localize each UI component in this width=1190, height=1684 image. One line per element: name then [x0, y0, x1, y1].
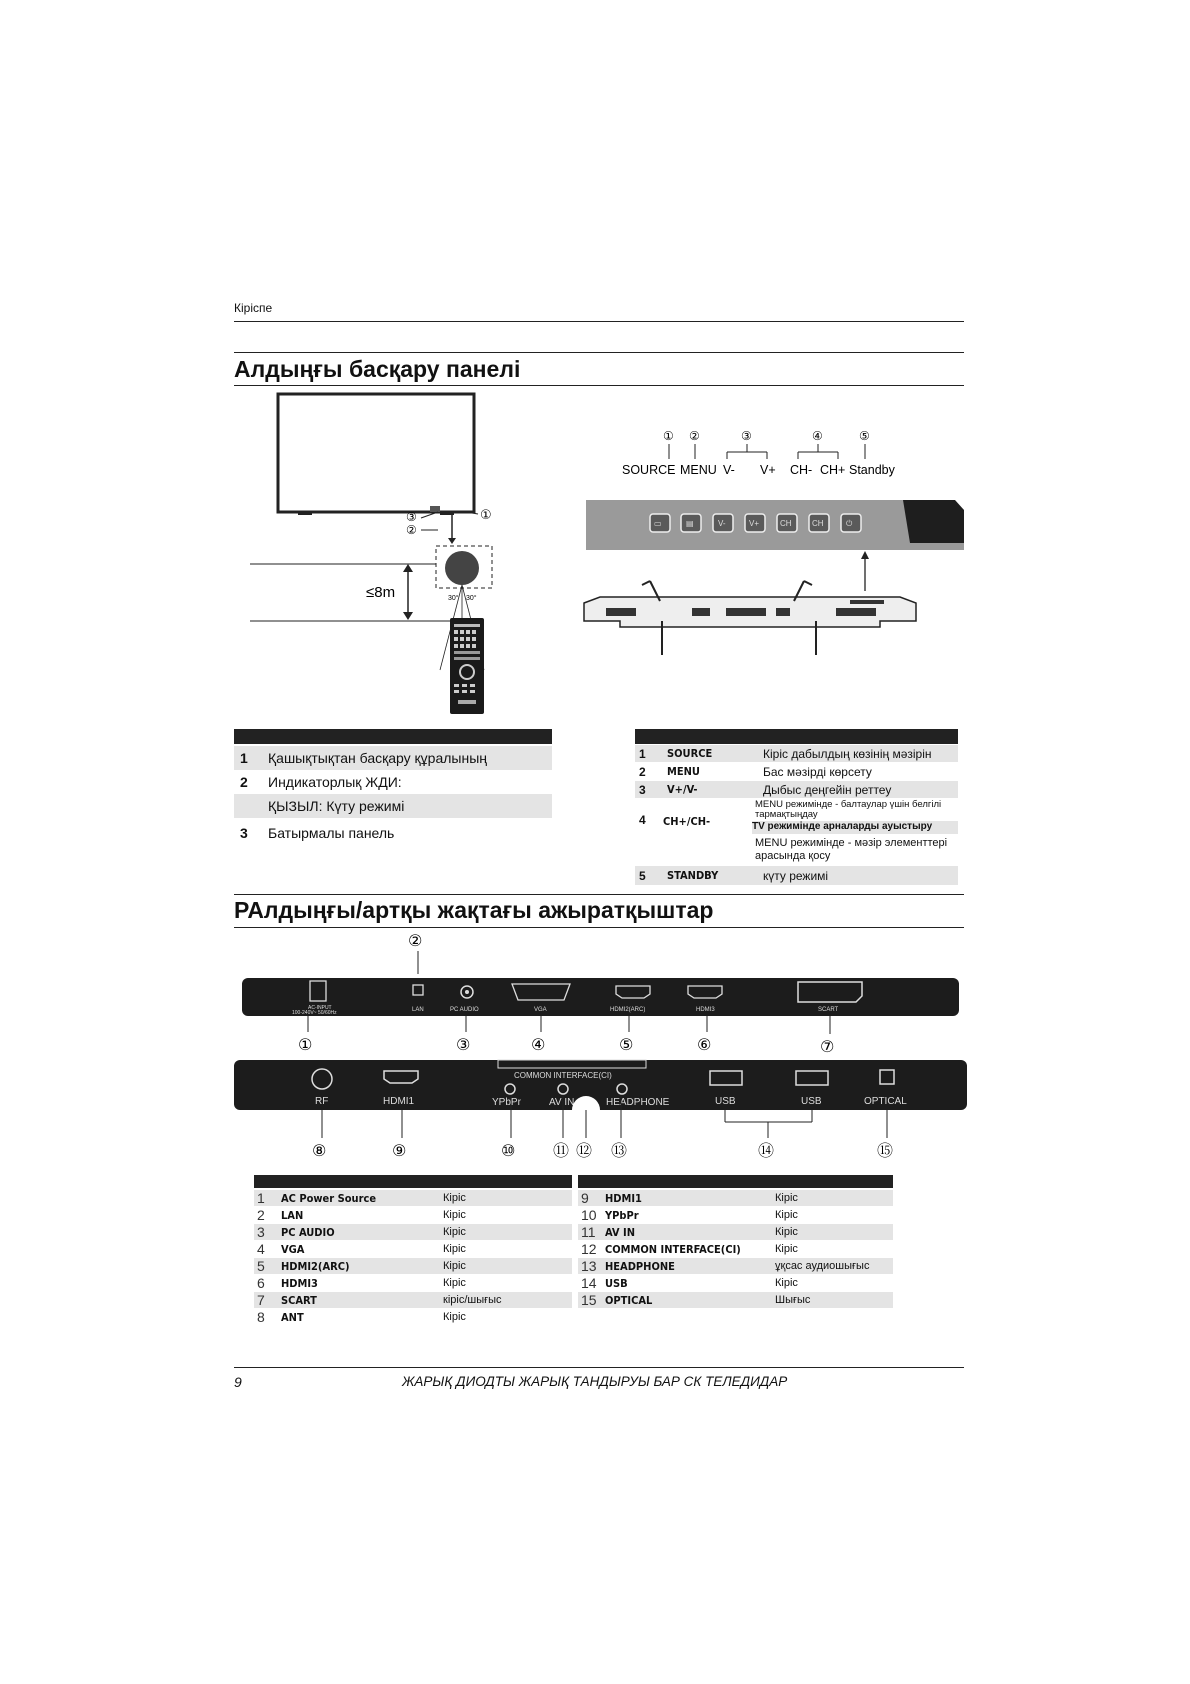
callout-2: ② [406, 523, 417, 537]
svg-text:▤: ▤ [686, 519, 694, 528]
table-row: 3 Батырмалы панель [240, 825, 395, 841]
table-row: 1 SOURCE Кіріс дабылдың көзінің мәзірін [635, 745, 958, 762]
label-vplus: V+ [760, 463, 776, 477]
right-table-header [635, 729, 958, 744]
table-row: 6 HDMI3 Кіріс [257, 1275, 466, 1291]
callout-3: ③ [406, 510, 417, 524]
svg-text:V+: V+ [749, 519, 760, 528]
conn-callout-3: ③ [456, 1037, 471, 1054]
table-row: 3 V+/V- Дыбыс деңгейін реттеу [635, 781, 958, 798]
label-ac-input: AC-INPUT [308, 1005, 332, 1011]
table-row: 11 AV IN Кіріс [578, 1224, 893, 1240]
table-row: 2 Индикаторлық ЖДИ: [240, 774, 402, 790]
table-row: 5 STANDBY күту режимі [635, 866, 958, 885]
divider [234, 321, 964, 322]
panel-callout-2: ② [689, 429, 700, 443]
table-row: 9 HDMI1 Кіріс [578, 1190, 893, 1206]
conn-callout-10: ⑩ [501, 1143, 516, 1160]
label-scart: SCART [818, 1007, 839, 1013]
connectors-title: РАлдыңғы/артқы жақтағы ажыратқыштар [234, 897, 714, 923]
label-hdmi3: HDMI3 [696, 1007, 715, 1013]
conn-callout-5: ⑤ [619, 1037, 634, 1054]
table-row: 14 USB Кіріс [581, 1275, 798, 1291]
conn-callout-4: ④ [531, 1037, 546, 1054]
svg-text:V-: V- [718, 519, 726, 528]
conn-callout-14: ⑭ [758, 1143, 775, 1160]
table-row: 3 PC AUDIO Кіріс [254, 1224, 572, 1240]
ports-right-table [578, 1190, 893, 1309]
conn-callout-6: ⑥ [697, 1037, 712, 1054]
label-hdmi1: HDMI1 [383, 1096, 415, 1107]
angle-left: 30° [448, 595, 459, 602]
remote-control-icon [450, 618, 484, 714]
ports-right-header [578, 1175, 893, 1188]
svg-text:⏻: ⏻ [846, 519, 853, 528]
angle-right: 30° [466, 595, 477, 602]
panel-callout-5: ⑤ [859, 429, 870, 443]
ports-left-table [254, 1190, 572, 1326]
conn-callout-13: ⑬ [611, 1143, 628, 1160]
label-hdmi2: HDMI2(ARC) [610, 1007, 646, 1013]
divider [234, 894, 964, 895]
divider [234, 1367, 964, 1368]
left-table-header [234, 729, 552, 744]
label-source: SOURCE [622, 463, 676, 477]
divider [234, 352, 964, 353]
svg-text:CH: CH [780, 519, 792, 528]
divider [234, 385, 964, 386]
label-vminus: V- [723, 463, 735, 477]
conn-callout-7: ⑦ [820, 1039, 835, 1056]
front-panel-title: Алдыңғы басқару панелі [234, 356, 521, 382]
svg-text:▭: ▭ [654, 519, 662, 528]
svg-text:CH: CH [812, 519, 824, 528]
table-row: 8 ANT Кіріс [257, 1309, 466, 1325]
table-row: ҚЫЗЫЛ: Күту режимі [234, 794, 552, 818]
table-row: 4 CH+/CH- MENU режимінде - балтаулар үшін белгілі тармақтыңдау TV режимінде арналарды ауыстыру MENU режимінде - мәзір элементтері арасында қосу [635, 800, 958, 866]
panel-callout-3: ③ [741, 429, 752, 443]
label-usb2: USB [801, 1096, 822, 1107]
button-panel-diagram [580, 425, 965, 670]
label-pc-audio: PC AUDIO [450, 1007, 479, 1013]
tv-remote-diagram [240, 388, 520, 718]
page-number: 9 [234, 1374, 242, 1390]
label-common-interface: COMMON INTERFACE(CI) [514, 1071, 612, 1080]
callout-1: ① [480, 507, 492, 522]
table-row: 1 AC Power Source Кіріс [254, 1190, 572, 1206]
ports-left-header [254, 1175, 572, 1188]
conn-callout-8: ⑧ [312, 1143, 327, 1160]
label-ac-voltage: 100-240V~ 50/60Hz [292, 1010, 337, 1016]
distance-label: ≤8m [366, 584, 396, 601]
label-av-in: AV IN [549, 1097, 575, 1108]
table-row: 5 HDMI2(ARC) Кіріс [254, 1258, 572, 1274]
footer-title: ЖАРЫҚ ДИОДТЫ ЖАРЫҚ ТАНДЫРУЫ БАР СК ТЕЛЕДИДАР [402, 1374, 788, 1389]
label-standby: Standby [849, 463, 895, 477]
label-usb1: USB [715, 1096, 736, 1107]
table-row: 13 HEADPHONE ұқсас аудиошығыс [578, 1258, 893, 1274]
label-headphone: HEADPHONE [606, 1097, 670, 1108]
table-row: 2 MENU Бас мәзірді көрсету [639, 764, 872, 779]
label-chminus: CH- [790, 463, 813, 477]
label-vga: VGA [534, 1007, 547, 1013]
label-lan: LAN [412, 1007, 424, 1013]
table-row: 10 YPbPr Кіріс [581, 1207, 798, 1223]
conn-callout-9: ⑨ [392, 1143, 407, 1160]
panel-callout-4: ④ [812, 429, 823, 443]
label-ypbpr: YPbPr [492, 1097, 521, 1108]
conn-callout-15: ⑮ [877, 1143, 894, 1160]
table-row: 15 OPTICAL Шығыс [578, 1292, 893, 1308]
conn-callout-12: ⑫ [576, 1143, 593, 1160]
label-chplus: CH+ [820, 463, 846, 477]
table-row: 7 SCART кіріс/шығыс [254, 1292, 572, 1308]
label-menu: MENU [680, 463, 717, 477]
table-row: 1 Қашықтықтан басқару құралының [234, 746, 552, 770]
table-row: 2 LAN Кіріс [257, 1207, 466, 1223]
conn-callout-11: ⑪ [553, 1143, 570, 1160]
section-header: Кіріспе [234, 301, 273, 315]
conn-callout-1: ① [298, 1037, 313, 1054]
panel-callout-1: ① [663, 429, 674, 443]
table-row: 4 VGA Кіріс [257, 1241, 466, 1257]
label-rf: RF [315, 1096, 329, 1107]
label-optical: OPTICAL [864, 1096, 907, 1107]
connector-panels-diagram [230, 928, 970, 1163]
conn-callout-2: ② [408, 933, 423, 950]
table-row: 12 COMMON INTERFACE(CI) Кіріс [581, 1241, 798, 1257]
